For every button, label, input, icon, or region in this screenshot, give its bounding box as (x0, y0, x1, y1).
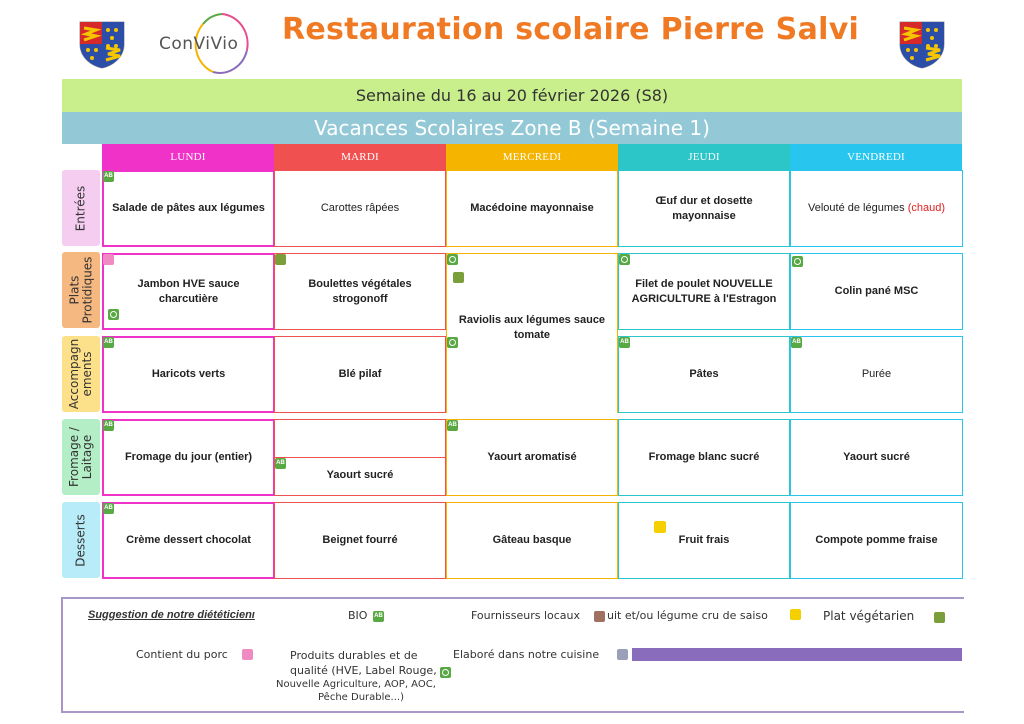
quality-icon (792, 256, 803, 267)
category-desserts: Desserts (62, 502, 100, 578)
bio-icon: AB (373, 611, 384, 622)
quality-icon (108, 309, 119, 320)
bio-icon: AB (447, 420, 458, 431)
menu-cell: Jambon HVE sauce charcutière (102, 253, 274, 330)
day-header-vendredi: VENDREDI (790, 144, 962, 170)
menu-cell: Purée (790, 336, 963, 413)
day-header-jeudi: JEUDI (618, 144, 790, 170)
legend-durable-line3: Nouvelle Agriculture, AOP, AOC, (276, 679, 436, 690)
category-plats: Plats Protidiques (62, 252, 100, 328)
menu-cell: Fruit frais (618, 502, 790, 579)
day-header-mercredi: MERCREDI (446, 144, 618, 170)
legend-local: Fournisseurs locaux (471, 609, 581, 622)
bio-icon: AB (619, 337, 630, 348)
cell-divider (275, 457, 445, 458)
menu-cell: Colin pané MSC (790, 253, 963, 330)
legend-suggestion: Suggestion de notre diététicienı (88, 609, 255, 621)
vegetarian-icon (934, 612, 945, 623)
category-accompagnements: Accompagn ements (62, 336, 100, 412)
week-banner: Semaine du 16 au 20 février 2026 (S8) (62, 79, 962, 112)
menu-cell: Haricots verts (102, 336, 274, 413)
menu-cell: Blé pilaf (274, 336, 446, 413)
menu-cell: Carottes râpées (274, 170, 446, 247)
legend-fruit: uit et/ou légume cru de saiso (607, 609, 768, 622)
quality-icon (619, 254, 630, 265)
page-title: Restauration scolaire Pierre Salvi (282, 12, 860, 47)
menu-cell: Salade de pâtes aux légumes (102, 170, 274, 247)
menu-cell: Fromage du jour (entier) (102, 419, 274, 496)
menu-cell: Gâteau basque (446, 502, 618, 579)
menu-cell: Yaourt aromatisé (446, 419, 618, 496)
pork-icon (242, 649, 253, 660)
bio-icon: AB (275, 458, 286, 469)
bio-icon: AB (103, 503, 114, 514)
day-header-mardi: MARDI (274, 144, 446, 170)
legend-durable-line1: Produits durables et de (290, 649, 418, 662)
legend-accent-bar (632, 648, 962, 661)
fruit-icon (790, 609, 801, 620)
menu-cell: Yaourt sucré (790, 419, 963, 496)
bio-icon: AB (103, 171, 114, 182)
legend-pork: Contient du porc (136, 648, 228, 661)
logo-text: ConViVio (159, 34, 239, 54)
legend-house-made: Elaboré dans notre cuisine (453, 648, 600, 661)
legend-durable-line4: Pêche Durable...) (318, 692, 404, 703)
convivio-logo (155, 8, 255, 78)
legend-durable-line2: qualité (HVE, Label Rouge, (290, 664, 437, 677)
holiday-banner: Vacances Scolaires Zone B (Semaine 1) (62, 112, 962, 144)
menu-cell: Pâtes (618, 336, 790, 413)
category-laitages: Fromage / Laitage (62, 419, 100, 495)
bio-icon: AB (103, 420, 114, 431)
menu-cell: Beignet fourré (274, 502, 446, 579)
vegetarian-icon (453, 272, 464, 283)
crest-right-icon (896, 18, 948, 70)
menu-cell: Raviolis aux légumes sauce tomate (446, 253, 618, 413)
menu-cell: Compote pomme fraise (790, 502, 963, 579)
legend-vegetarian: Plat végétarien (823, 609, 915, 623)
quality-icon (447, 254, 458, 265)
day-header-lundi: LUNDI (102, 144, 274, 170)
quality-icon (440, 667, 451, 678)
menu-cell: Boulettes végétales strogonoff (274, 253, 446, 330)
house-made-icon (617, 649, 628, 660)
vegetarian-icon (275, 254, 286, 265)
menu-cell: Yaourt sucré (274, 419, 446, 496)
bio-icon: AB (103, 337, 114, 348)
quality-icon (447, 337, 458, 348)
fruit-icon (654, 521, 666, 533)
legend-bio: BIO (348, 609, 368, 622)
crest-left-icon (76, 18, 128, 70)
menu-cell: Filet de poulet NOUVELLE AGRICULTURE à l'Estragon (618, 253, 790, 330)
pork-icon (103, 254, 114, 265)
menu-cell: Crème dessert chocolat (102, 502, 274, 579)
menu-cell: Velouté de légumes (chaud) (790, 170, 963, 247)
menu-cell: Fromage blanc sucré (618, 419, 790, 496)
menu-cell: Œuf dur et dosette mayonnaise (618, 170, 790, 247)
local-supplier-icon (594, 611, 605, 622)
bio-icon: AB (791, 337, 802, 348)
menu-cell: Macédoine mayonnaise (446, 170, 618, 247)
category-entrees: Entrées (62, 170, 100, 246)
